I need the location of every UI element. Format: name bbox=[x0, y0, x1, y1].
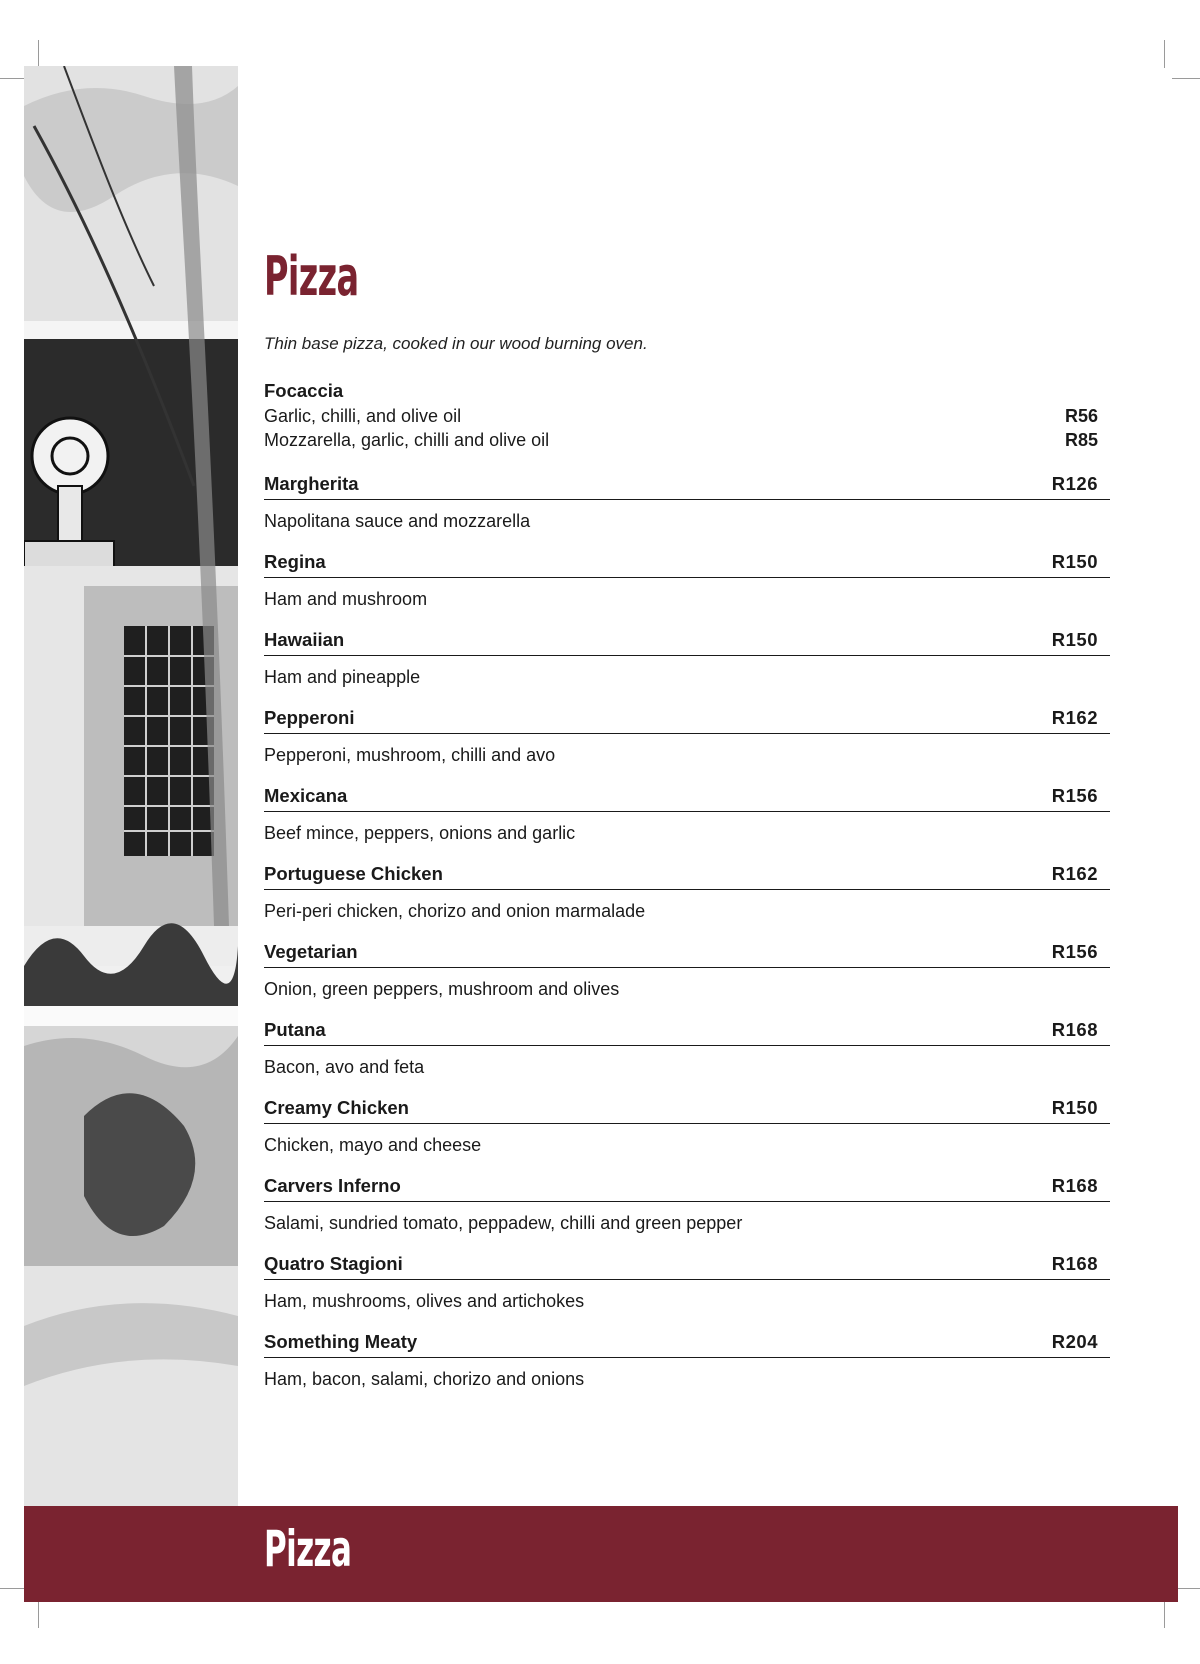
crop-mark bbox=[1164, 1600, 1165, 1628]
item-name: Creamy Chicken bbox=[264, 1097, 409, 1118]
item-price: R204 bbox=[1051, 1331, 1098, 1352]
item-desc: Ham, bacon, salami, chorizo and onions bbox=[264, 1369, 585, 1389]
item-name: Carvers Inferno bbox=[264, 1175, 401, 1196]
item-name: Pepperoni bbox=[264, 707, 355, 728]
item-desc: Salami, sundried tomato, peppadew, chilli and green pepper bbox=[264, 1213, 743, 1233]
item-price: R162 bbox=[1051, 707, 1098, 728]
page-title: Pizza bbox=[264, 245, 359, 308]
item-row bbox=[264, 854, 1110, 890]
focaccia-option bbox=[264, 404, 1110, 428]
item-price: R150 bbox=[1051, 629, 1098, 650]
item-desc: Ham, mushrooms, olives and artichokes bbox=[264, 1291, 585, 1311]
item-name: Something Meaty bbox=[264, 1331, 418, 1352]
item-price: R168 bbox=[1051, 1019, 1098, 1040]
menu-item bbox=[264, 698, 1110, 776]
item-price: R85 bbox=[1064, 430, 1098, 450]
item-desc: Peri-peri chicken, chorizo and onion marmalade bbox=[264, 901, 646, 921]
item-price: R156 bbox=[1051, 941, 1098, 962]
item-price: R126 bbox=[1051, 473, 1098, 494]
item-row bbox=[264, 464, 1110, 500]
item-price: R168 bbox=[1051, 1253, 1098, 1274]
item-name: Vegetarian bbox=[264, 941, 358, 962]
crop-mark bbox=[1164, 40, 1165, 68]
item-name: Margherita bbox=[264, 473, 359, 494]
item-name: Mexicana bbox=[264, 785, 348, 806]
menu-item-focaccia bbox=[264, 380, 1110, 452]
item-price: R156 bbox=[1051, 785, 1098, 806]
item-row bbox=[264, 1322, 1110, 1358]
item-name: Regina bbox=[264, 551, 326, 572]
focaccia-option bbox=[264, 428, 1110, 452]
menu-item bbox=[264, 1088, 1110, 1166]
item-desc: Pepperoni, mushroom, chilli and avo bbox=[264, 745, 556, 765]
item-row bbox=[264, 1166, 1110, 1202]
item-name: Focaccia bbox=[264, 380, 344, 401]
menu-item bbox=[264, 542, 1110, 620]
item-desc: Ham and mushroom bbox=[264, 589, 428, 609]
crop-mark bbox=[38, 1600, 39, 1628]
item-row bbox=[264, 698, 1110, 734]
menu-items-list bbox=[264, 464, 1110, 1400]
crop-mark bbox=[38, 40, 39, 68]
item-price: R150 bbox=[1051, 1097, 1098, 1118]
item-desc: Beef mince, peppers, onions and garlic bbox=[264, 823, 576, 843]
item-row bbox=[264, 776, 1110, 812]
menu-item bbox=[264, 932, 1110, 1010]
item-row bbox=[264, 542, 1110, 578]
footer-title: Pizza bbox=[264, 1520, 352, 1578]
item-name: Hawaiian bbox=[264, 629, 345, 650]
item-name: Putana bbox=[264, 1019, 326, 1040]
menu-item bbox=[264, 1166, 1110, 1244]
item-desc: Garlic, chilli, and olive oil bbox=[264, 406, 462, 426]
menu-item bbox=[264, 776, 1110, 854]
menu-content bbox=[264, 245, 1110, 1400]
item-price: R150 bbox=[1051, 551, 1098, 572]
item-row bbox=[264, 1010, 1110, 1046]
footer-band bbox=[24, 1506, 1178, 1602]
item-row bbox=[264, 1244, 1110, 1280]
item-name: Portuguese Chicken bbox=[264, 863, 443, 884]
menu-item bbox=[264, 620, 1110, 698]
menu-item bbox=[264, 1322, 1110, 1400]
item-desc: Onion, green peppers, mushroom and olives bbox=[264, 979, 620, 999]
menu-item bbox=[264, 464, 1110, 542]
menu-item bbox=[264, 854, 1110, 932]
item-price: R162 bbox=[1051, 863, 1098, 884]
item-row bbox=[264, 932, 1110, 968]
menu-item bbox=[264, 1244, 1110, 1322]
crop-mark bbox=[1172, 78, 1200, 79]
sketch-illustration bbox=[24, 66, 238, 1506]
item-desc: Ham and pineapple bbox=[264, 667, 421, 687]
item-desc: Bacon, avo and feta bbox=[264, 1057, 425, 1077]
menu-item bbox=[264, 1010, 1110, 1088]
page-subtitle: Thin base pizza, cooked in our wood burning oven. bbox=[264, 334, 648, 353]
item-desc: Mozzarella, garlic, chilli and olive oil bbox=[264, 430, 550, 450]
item-desc: Napolitana sauce and mozzarella bbox=[264, 511, 531, 531]
item-row bbox=[264, 620, 1110, 656]
item-price: R56 bbox=[1064, 406, 1098, 426]
item-desc: Chicken, mayo and cheese bbox=[264, 1135, 482, 1155]
item-name: Quatro Stagioni bbox=[264, 1253, 403, 1274]
item-row bbox=[264, 1088, 1110, 1124]
item-price: R168 bbox=[1051, 1175, 1098, 1196]
